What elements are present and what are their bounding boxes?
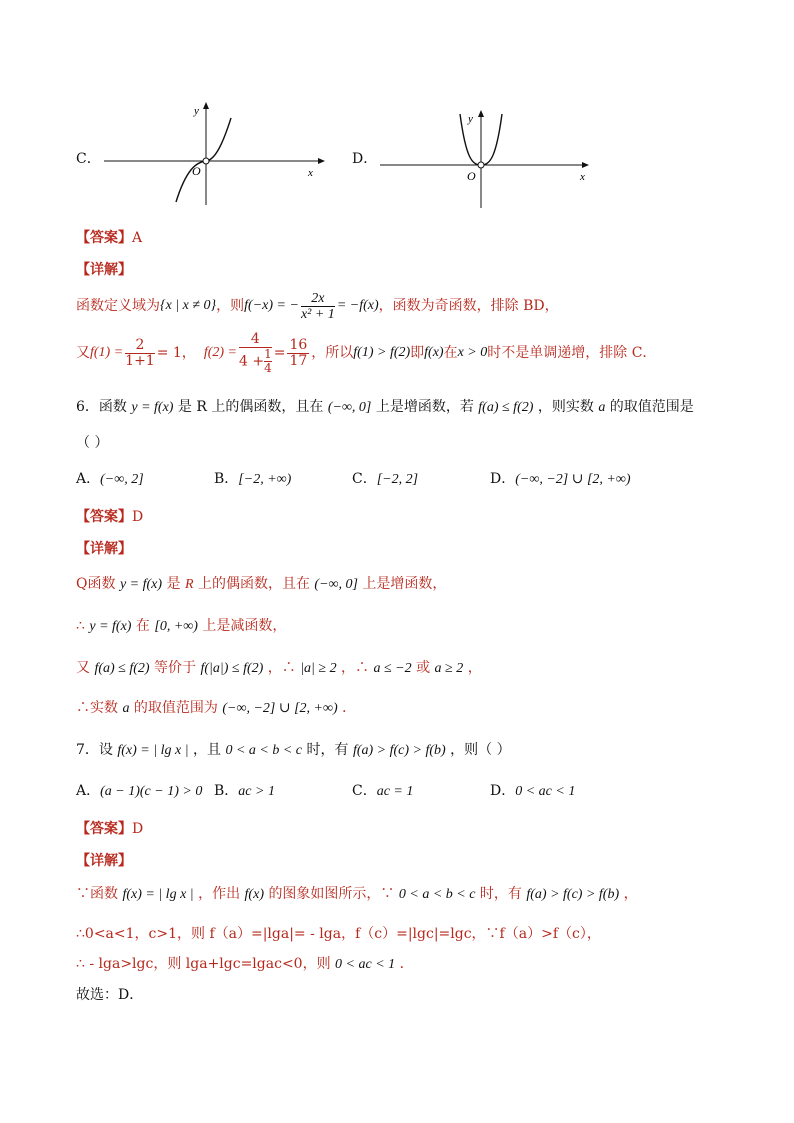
text: 或 <box>416 660 431 676</box>
math: (−∞, −2] ∪ [2, +∞) <box>222 701 338 716</box>
math: f(x) = | lg x | <box>122 887 194 902</box>
answer-tag: 【答案】 <box>76 230 132 246</box>
text: 上的偶函数，且在 <box>197 576 310 592</box>
math: (−∞, 0] <box>327 400 372 415</box>
q6-detail-line-2 <box>76 617 286 636</box>
text: ，则 <box>216 298 245 314</box>
q6-stem-paren: （ ） <box>76 435 109 451</box>
math: (−∞, 0] <box>314 577 358 592</box>
q6-answer <box>76 508 143 526</box>
math: f(|a|) ≤ f(2) <box>200 661 264 676</box>
numerator: 2x <box>301 291 335 307</box>
q7-option-b <box>214 782 275 801</box>
text: 即 <box>410 345 425 361</box>
text: 的取值范围为 <box>133 700 218 716</box>
q7-detail-line-1 <box>76 885 638 904</box>
text: ，∴ <box>341 660 370 676</box>
text: ∴实数 <box>76 700 118 716</box>
math: ac > 1 <box>238 784 275 799</box>
math: f(a) > f(c) > f(b) <box>352 743 446 758</box>
math: [−2, 2] <box>376 472 419 487</box>
denominator: 4 <box>264 360 272 375</box>
math: 0 < a < b < c <box>225 743 303 758</box>
text: C． <box>352 783 377 799</box>
math: f(a) > f(c) > f(b) <box>526 887 620 902</box>
q6-option-d <box>490 470 631 489</box>
numerator: 1 <box>264 346 272 361</box>
text: A． <box>76 783 101 799</box>
text: D． <box>490 471 516 487</box>
math: a <box>598 400 606 415</box>
text: ∵函数 <box>76 886 118 902</box>
text: 4 + <box>238 353 265 369</box>
text: 7．设 <box>76 742 113 758</box>
text: ，作出 <box>198 886 241 902</box>
math: f(x) <box>424 345 444 360</box>
math: (−∞, −2] ∪ [2, +∞) <box>515 472 631 487</box>
q6-option-b <box>214 470 291 489</box>
graph-d-x-label: x <box>580 171 585 183</box>
q5-detail-line-2 <box>76 328 656 378</box>
q5-detail-tag: 【详解】 <box>76 262 132 278</box>
text: 时，有 <box>479 886 522 902</box>
math: y = f(x) <box>89 619 132 634</box>
graph-c-y-label: y <box>194 105 199 117</box>
q6-detail-line-1 <box>76 575 446 594</box>
graph-d-y-label: y <box>468 113 473 125</box>
q7-option-d <box>490 782 575 801</box>
math: f(a) ≤ f(2) <box>478 400 534 415</box>
denominator: x² + 1 <box>300 306 335 322</box>
text: ， <box>623 886 638 902</box>
q6-detail-tag: 【详解】 <box>76 541 132 557</box>
text: 是 <box>166 576 181 592</box>
math: (−∞, 2] <box>100 472 144 487</box>
math: [0, +∞) <box>154 619 198 634</box>
graph-d <box>376 108 596 212</box>
math: |a| ≥ 2 <box>300 661 337 676</box>
fraction <box>125 338 155 369</box>
math: f(a) ≤ f(2) <box>94 661 150 676</box>
math: 0 < a < b < c <box>398 887 476 902</box>
math: R <box>184 577 194 592</box>
text: A． <box>76 471 101 487</box>
text: = <box>273 345 286 361</box>
numerator: 2 <box>125 338 155 354</box>
graph-c-x-label: x <box>308 167 313 179</box>
math: f(−x) = − <box>244 298 299 313</box>
text: 等价于 <box>154 660 197 676</box>
graph-c <box>96 100 326 208</box>
math: a <box>122 701 130 716</box>
denominator <box>239 348 272 375</box>
text: 6．函数 <box>76 399 127 415</box>
text: ∴ - lga>lgc，则 lga+lgc=lgac<0，则 <box>76 956 331 972</box>
option-c-label: C． <box>76 151 101 167</box>
math: [−2, +∞) <box>238 472 292 487</box>
text: 时，有 <box>306 742 349 758</box>
q6-option-c <box>352 470 418 489</box>
math: ac = 1 <box>376 784 414 799</box>
text: 函数定义域为 <box>76 298 160 314</box>
denominator: 17 <box>289 352 308 369</box>
text: 在 <box>135 618 150 634</box>
text: 上是增函数，若 <box>375 399 474 415</box>
q5-detail-line-1 <box>76 287 559 325</box>
answer-value: A <box>132 230 143 246</box>
text: ，所以 <box>311 345 354 361</box>
denominator: 1+1 <box>125 352 155 369</box>
text: 又 <box>76 660 90 676</box>
math: f(1) = <box>90 345 124 360</box>
q7-detail-line-2: ∴0<a<1，c>1，则 f（a）=|lga|= - lga，f（c）=|lgc|=lgc，∵f（a）>f（c）， <box>76 926 601 942</box>
math: y = f(x) <box>131 400 174 415</box>
text: 又 <box>76 345 90 361</box>
graph-d-origin-label: O <box>467 169 476 183</box>
text: ，且 <box>193 742 222 758</box>
text: B． <box>214 471 239 487</box>
option-d-label: D． <box>352 151 378 167</box>
math: 0 < ac < 1 <box>335 957 396 972</box>
q7-answer <box>76 820 143 838</box>
answer-value: D <box>132 509 144 525</box>
answer-tag: 【答案】 <box>76 821 132 837</box>
math: a ≥ 2 <box>434 661 464 676</box>
math: = −f(x) <box>336 298 379 313</box>
text: 的取值范围是 <box>609 399 694 415</box>
math: 0 < ac < 1 <box>515 784 576 799</box>
answer-value: D <box>132 821 144 837</box>
math: (a − 1)(c − 1) > 0 <box>100 784 203 799</box>
text: 上是增函数， <box>362 576 447 592</box>
math: f(x) <box>244 887 264 902</box>
math: a ≤ −2 <box>373 661 412 676</box>
math: y = f(x) <box>119 577 163 592</box>
text: = 1， <box>156 345 196 361</box>
math: f(1) > f(2) <box>353 345 411 360</box>
q7-stem <box>76 741 511 760</box>
fraction <box>301 291 335 322</box>
graph-c-origin-label: O <box>192 164 201 178</box>
text: ∴ <box>76 618 85 634</box>
text: ，则实数 <box>537 399 594 415</box>
text: ． <box>342 700 357 716</box>
q6-detail-line-4 <box>76 699 356 718</box>
fraction <box>239 332 272 375</box>
math-set: {x | x ≠ 0} <box>160 298 217 313</box>
numerator: 16 <box>289 336 308 353</box>
q6-stem-line-1 <box>76 398 694 417</box>
fraction <box>287 338 309 369</box>
text: ， <box>467 660 482 676</box>
text: D． <box>490 783 516 799</box>
text: B． <box>214 783 239 799</box>
q7-option-c <box>352 782 413 801</box>
q7-option-a <box>76 782 202 801</box>
q7-detail-line-3 <box>76 955 414 974</box>
text: 上是减函数， <box>202 618 287 634</box>
math: x > 0 <box>457 345 488 360</box>
text: ，∴ <box>267 660 296 676</box>
math: f(2) = <box>203 345 237 360</box>
math: f(x) = | lg x | <box>117 743 189 758</box>
text: 时不是单调递增，排除 C． <box>487 345 657 361</box>
numerator: 4 <box>239 332 272 348</box>
q6-detail-line-3 <box>76 659 482 678</box>
q6-option-a <box>76 470 144 489</box>
text: ，则（ ） <box>450 742 511 758</box>
text: ，函数为奇函数，排除 BD， <box>378 298 559 314</box>
text: 的图象如图所示，∵ <box>268 886 395 902</box>
fraction-inner <box>264 348 272 375</box>
text: C． <box>352 471 377 487</box>
text: Q函数 <box>76 576 116 592</box>
text: ． <box>399 956 414 972</box>
text: 在 <box>443 345 458 361</box>
text: 是 R 上的偶函数，且在 <box>177 399 324 415</box>
q5-answer <box>76 229 142 247</box>
q7-conclusion: 故选：D． <box>76 987 144 1003</box>
q7-detail-tag: 【详解】 <box>76 853 132 869</box>
answer-tag: 【答案】 <box>76 509 132 525</box>
